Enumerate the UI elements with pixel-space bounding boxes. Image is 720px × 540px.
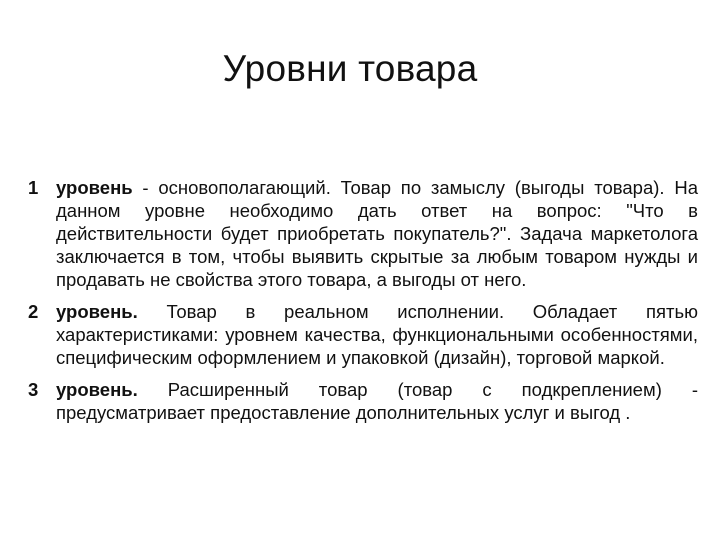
item-lead: уровень.: [56, 379, 138, 400]
item-number: 2: [28, 301, 39, 322]
slide-title: Уровни товара: [222, 48, 478, 89]
item-lead: уровень.: [56, 301, 138, 322]
levels-list: [28, 176, 698, 433]
item-text: Товар в реальном исполнении. Обладает пятью характеристиками: уровнем качества, функциональными особенностями, специфическим оформлением и упаковкой (дизайн), торговой маркой.: [56, 301, 698, 368]
item-number: 3: [28, 379, 39, 400]
item-number: 1: [28, 177, 39, 198]
list-item-level-3: [28, 378, 698, 424]
list-item-level-2: [28, 300, 698, 369]
item-text: Расширенный товар (товар с подкреплением) - предусматривает предоставление дополнительных услуг и выгод .: [56, 379, 698, 423]
item-text: - основополагающий. Товар по замыслу (выгоды товара). На данном уровне необходимо дать ответ на вопрос: "Что в действительности будет приобретать покупатель?". Задача маркетолога заключается в том, чтобы выявить скрытые за любым товаром нужды и продавать не свойства этого товара, а выгоды от него.: [56, 177, 698, 290]
list-item-level-1: [28, 176, 698, 291]
item-lead: уровень: [56, 177, 133, 198]
